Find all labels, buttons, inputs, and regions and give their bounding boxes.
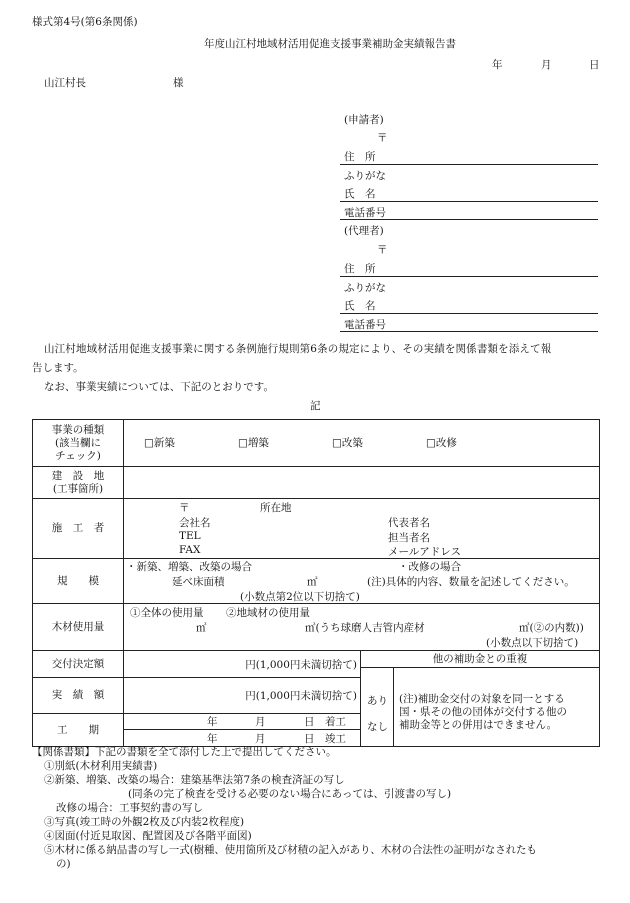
other-grant-cell bbox=[361, 651, 600, 747]
docs-item-4: ④図面(付近見取図、配置図及び各階平面図) bbox=[44, 830, 252, 842]
scale-note: (注)具体的内容、数量を記述してください。 bbox=[367, 576, 575, 588]
applicant-address-line[interactable] bbox=[340, 164, 598, 165]
type-label-cell bbox=[33, 420, 124, 467]
wood-cell[interactable] bbox=[124, 604, 600, 651]
form-number: 様式第4号(第6条関係) bbox=[32, 16, 138, 28]
date-month[interactable]: 月 bbox=[541, 59, 552, 71]
docs-item-1: ①別紙(木材利用実績書) bbox=[44, 760, 158, 772]
agent-name-line[interactable] bbox=[340, 313, 598, 314]
body-text-1b: 告します。 bbox=[32, 362, 84, 374]
contractor-postal: 〒 bbox=[179, 502, 190, 514]
scale-unit-m2: ㎡ bbox=[307, 576, 318, 588]
page-title: 年度山江村地域材活用促進支援事業補助金実績報告書 bbox=[204, 38, 456, 50]
period-start-year: 年 bbox=[207, 716, 218, 728]
wood-decimal: (小数点以下切捨て) bbox=[486, 637, 579, 649]
agent-phone-label: 電話番号 bbox=[344, 319, 386, 331]
option-new-checkbox[interactable]: □新築 bbox=[144, 437, 175, 449]
contractor-email: メールアドレス bbox=[388, 546, 461, 558]
contractor-rep: 代表者名 bbox=[388, 517, 430, 529]
docs-item-5b: の) bbox=[56, 858, 71, 870]
other-header: 他の補助金との重複 bbox=[361, 651, 599, 668]
period-end-month: 月 bbox=[255, 733, 266, 745]
wood-local: ②地域材の使用量 bbox=[226, 607, 310, 619]
period-end-year: 年 bbox=[207, 733, 218, 745]
period-end-label: 竣工 bbox=[325, 733, 346, 745]
date-year[interactable]: 年 bbox=[492, 59, 503, 71]
other-yes[interactable]: あり bbox=[367, 695, 388, 707]
scale-decimal: (小数点第2位以下切捨て) bbox=[240, 591, 360, 603]
other-divider bbox=[393, 667, 394, 746]
applicant-name-line[interactable] bbox=[340, 201, 598, 202]
applicant-furigana-label: ふりがな bbox=[344, 170, 386, 182]
contractor-label: 施 工 者 bbox=[33, 499, 124, 559]
period-start[interactable] bbox=[124, 714, 361, 730]
site-input-cell[interactable] bbox=[124, 467, 600, 499]
agent-phone-line[interactable] bbox=[340, 331, 598, 332]
type-label-3: チェック) bbox=[55, 449, 101, 462]
docs-heading: 【関係書類】下記の書類を全て添付した上で提出してください。 bbox=[32, 746, 337, 758]
actual-value[interactable]: 円(1,000円未満切捨て) bbox=[124, 678, 361, 714]
wood-total: ①全体の使用量 bbox=[130, 607, 204, 619]
ki-mark: 記 bbox=[310, 400, 321, 412]
agent-address-line[interactable] bbox=[340, 276, 598, 277]
option-renovation-checkbox[interactable]: □改修 bbox=[426, 437, 457, 449]
docs-item-5: ⑤木材に係る納品書の写し一式(樹種、使用箇所及び材積の記入があり、木材の合法性の証明がなされたも bbox=[44, 844, 537, 856]
type-label-1: 事業の種類 bbox=[51, 423, 105, 436]
site-label-cell bbox=[33, 467, 124, 499]
scale-renov-case: ・改修の場合 bbox=[398, 561, 461, 573]
scale-floor-area: 延べ床面積 bbox=[172, 576, 225, 588]
body-text-2: なお、事業実績については、下記のとおりです。 bbox=[44, 381, 274, 393]
docs-item-2: ②新築、増築、改築の場合：建築基準法第7条の検査済証の写し bbox=[44, 774, 345, 786]
contractor-person: 担当者名 bbox=[388, 532, 430, 544]
grant-value[interactable]: 円(1,000円未満切捨て) bbox=[124, 651, 361, 678]
contractor-location: 所在地 bbox=[260, 502, 292, 514]
type-label-2: (該当欄に bbox=[54, 436, 102, 449]
period-end-day: 日 bbox=[304, 733, 315, 745]
type-options-cell bbox=[124, 420, 600, 467]
agent-heading: (代理者) bbox=[344, 225, 384, 237]
other-no[interactable]: なし bbox=[367, 721, 388, 733]
agent-postal[interactable]: 〒 bbox=[377, 244, 388, 256]
addressee-name: 山江村長 bbox=[44, 77, 86, 89]
scale-label: 規 模 bbox=[33, 559, 124, 604]
docs-item-2-note: (同条の完了検査を受ける必要のない場合にあっては、引渡書の写し) bbox=[128, 788, 452, 800]
applicant-address-label: 住 所 bbox=[344, 151, 376, 163]
applicant-phone-line[interactable] bbox=[340, 219, 598, 220]
addressee-honorific: 様 bbox=[173, 77, 184, 89]
agent-name-label: 氏 名 bbox=[344, 300, 376, 312]
option-rebuild-checkbox[interactable]: □改築 bbox=[332, 437, 363, 449]
applicant-phone-label: 電話番号 bbox=[344, 207, 386, 219]
site-label-2: (工事箇所) bbox=[52, 482, 104, 495]
wood-kuma: ㎥(うち球磨人吉管内産材 bbox=[305, 622, 425, 634]
actual-label: 実 績 額 bbox=[33, 678, 124, 714]
applicant-postal[interactable]: 〒 bbox=[377, 132, 388, 144]
scale-cell[interactable] bbox=[124, 559, 600, 604]
wood-unit-total: ㎥ bbox=[196, 622, 207, 634]
agent-furigana-label: ふりがな bbox=[344, 282, 386, 294]
contractor-tel: TEL bbox=[179, 530, 201, 542]
report-table bbox=[32, 419, 600, 747]
other-note: (注)補助金交付の対象を同一とする国・県その他の団体が交付する他の補助金等との併用はできません。 bbox=[399, 693, 567, 731]
period-label: 工 期 bbox=[33, 714, 124, 747]
scale-new-case: ・新築、増築、改築の場合 bbox=[126, 561, 252, 573]
period-start-label: 着工 bbox=[325, 716, 346, 728]
docs-item-2-renov: 改修の場合：工事契約書の写し bbox=[56, 802, 203, 814]
period-start-month: 月 bbox=[255, 716, 266, 728]
grant-label: 交付決定額 bbox=[33, 651, 124, 678]
body-text-1: 山江村地域材活用促進支援事業に関する条例施行規則第6条の規定により、その実績を関係書類を添えて報 bbox=[44, 343, 552, 355]
period-start-day: 日 bbox=[304, 716, 315, 728]
contractor-fax: FAX bbox=[179, 544, 201, 556]
applicant-heading: (申請者) bbox=[344, 114, 384, 126]
option-extension-checkbox[interactable]: □増築 bbox=[238, 437, 269, 449]
applicant-name-label: 氏 名 bbox=[344, 188, 376, 200]
date-day[interactable]: 日 bbox=[589, 59, 600, 71]
docs-item-3: ③写真(竣工時の外観2枚及び内装2枚程度) bbox=[44, 816, 245, 828]
contractor-company: 会社名 bbox=[179, 517, 211, 529]
contractor-cell[interactable] bbox=[124, 499, 600, 559]
site-label-1: 建 設 地 bbox=[51, 469, 105, 482]
agent-address-label: 住 所 bbox=[344, 263, 376, 275]
wood-label: 木材使用量 bbox=[33, 604, 124, 651]
wood-inner: ㎥(②の内数)) bbox=[519, 622, 584, 634]
